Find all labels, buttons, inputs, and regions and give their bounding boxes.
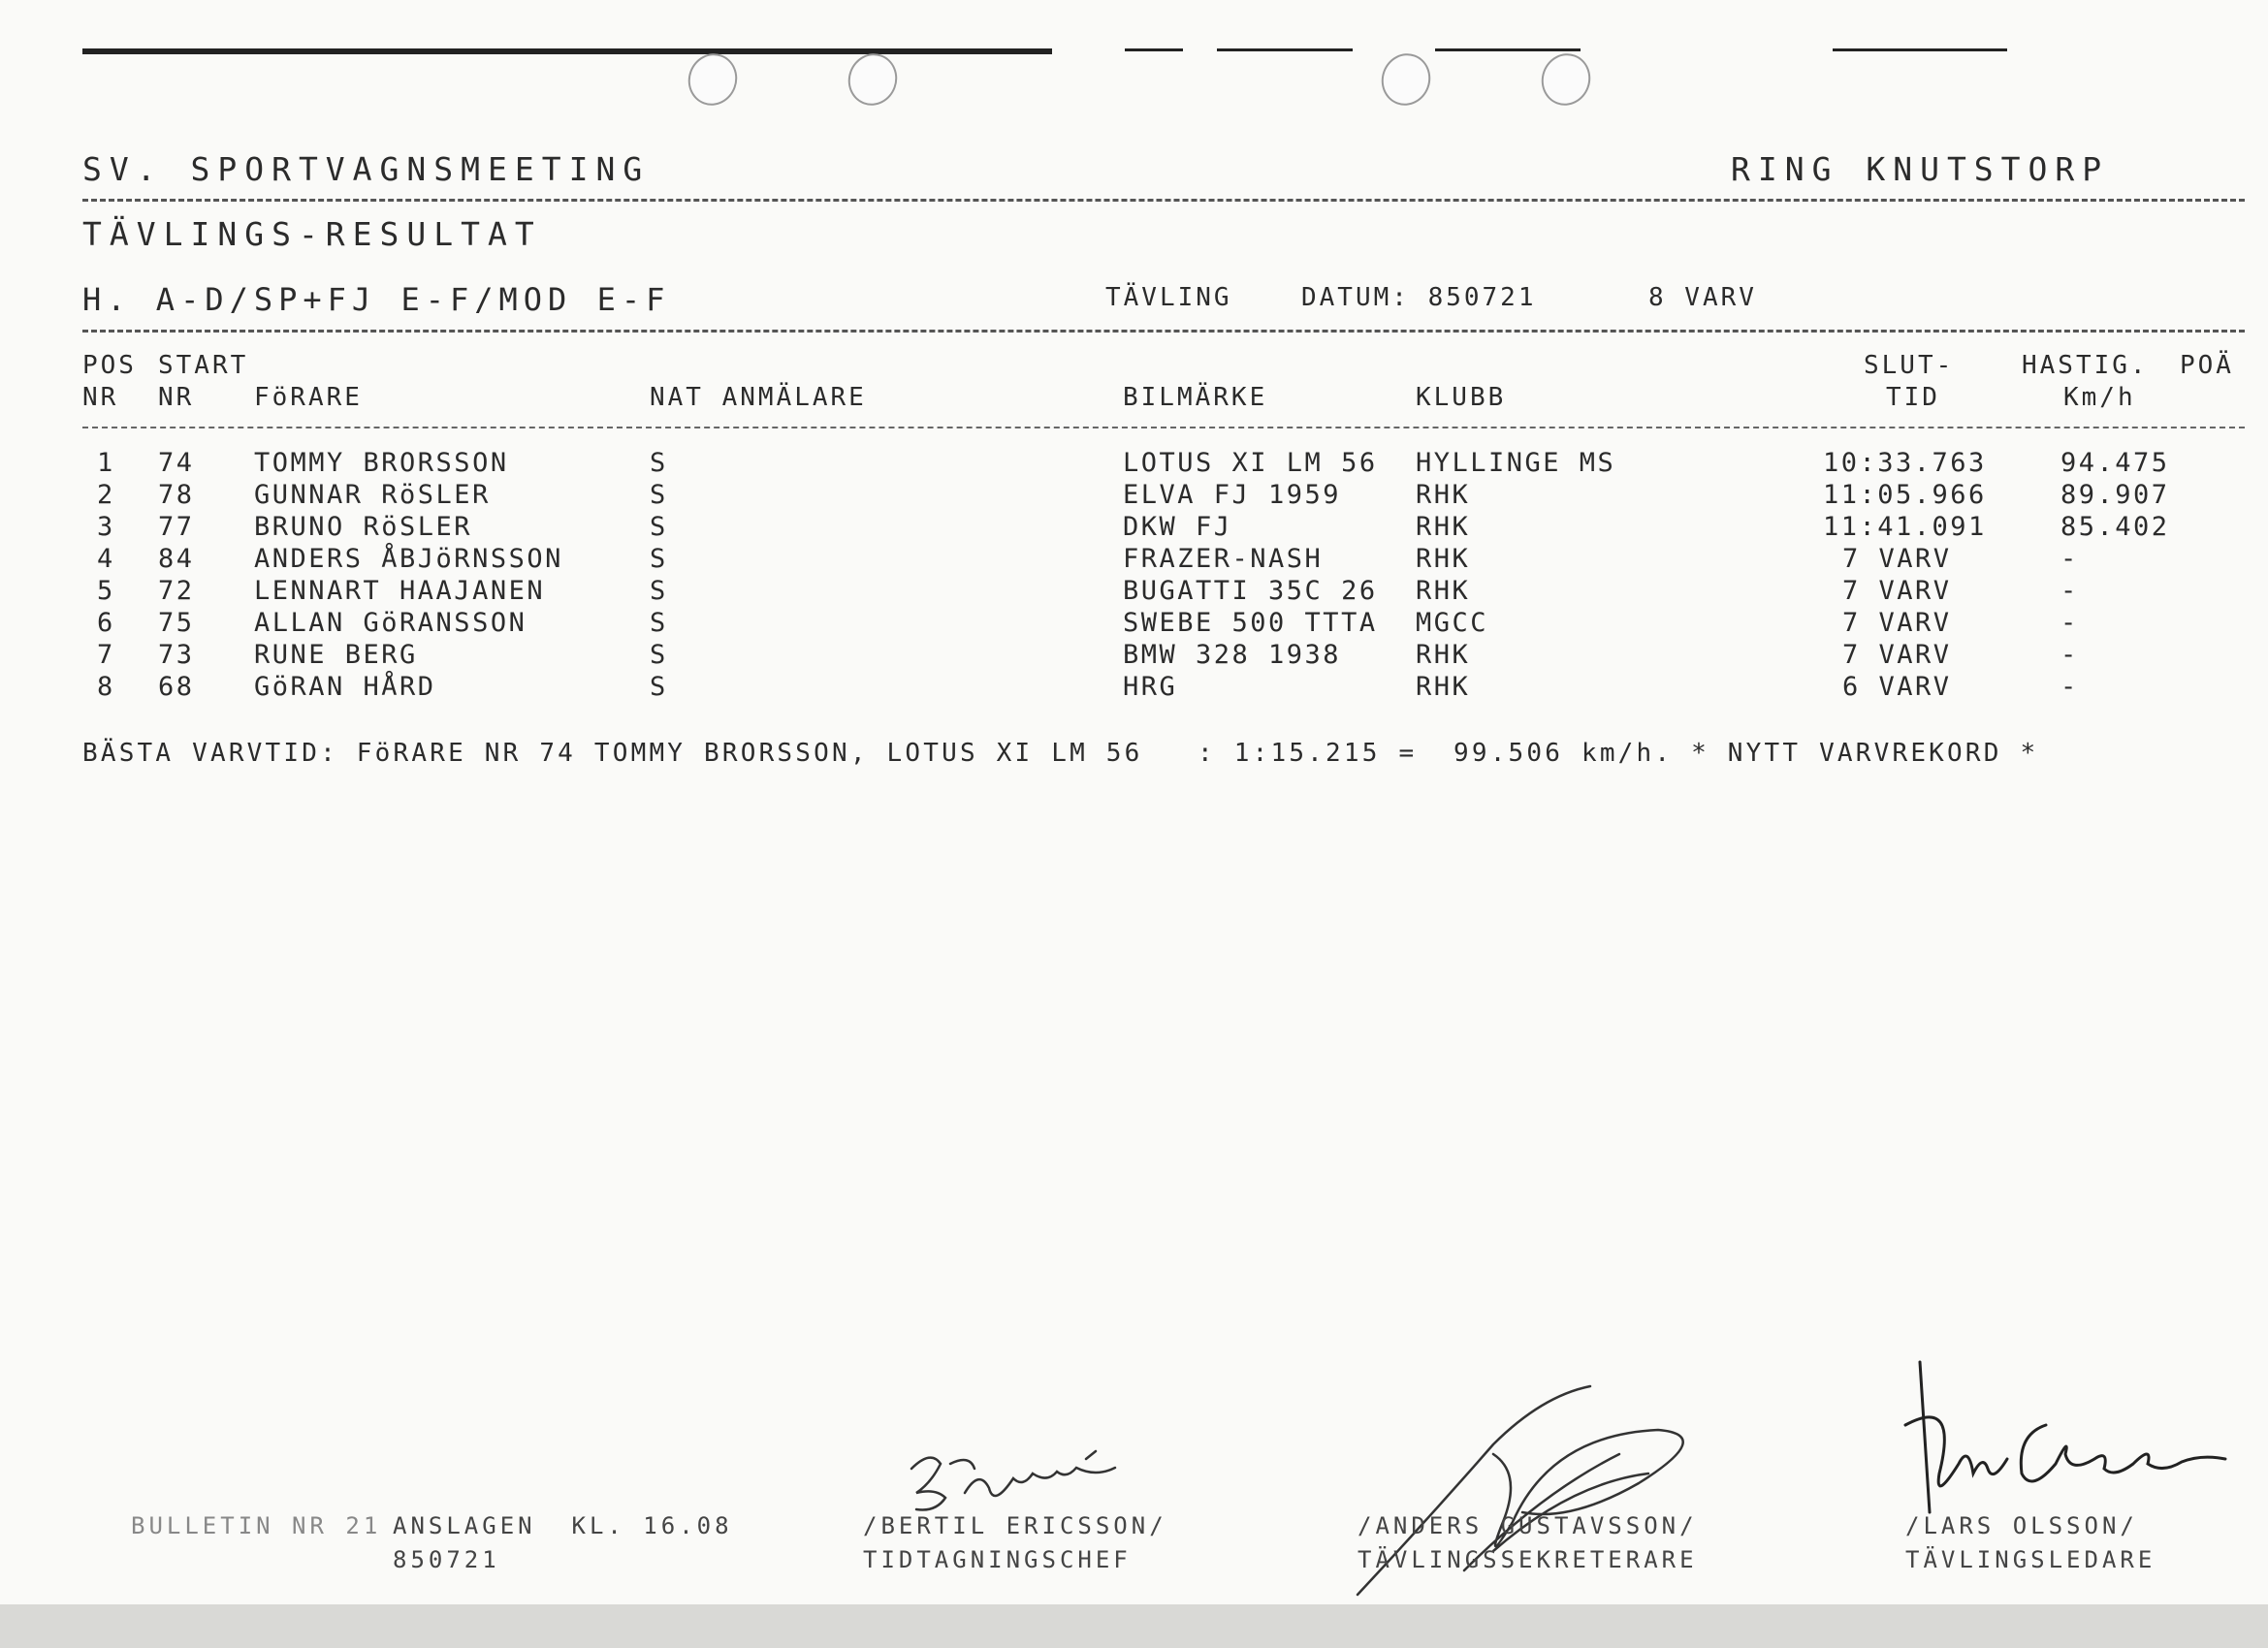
cell-start: 78	[158, 480, 195, 510]
cell-time: 11:05.966	[1823, 480, 1987, 510]
cell-driver: BRUNO RöSLER	[254, 512, 473, 542]
cell-pos: 7	[97, 640, 115, 670]
cell-speed: -	[2060, 544, 2079, 574]
cell-club: HYLLINGE MS	[1416, 448, 1616, 478]
cell-driver: ANDERS ÅBJöRNSSON	[254, 544, 563, 574]
cell-car: ELVA FJ 1959	[1123, 480, 1342, 510]
top-edge-line	[1217, 48, 1353, 51]
cell-driver: GöRAN HÅRD	[254, 672, 436, 702]
punch-hole	[841, 47, 904, 112]
col-pos-top: POS	[82, 351, 137, 380]
cell-pos: 2	[97, 480, 115, 510]
cell-speed: -	[2060, 608, 2079, 638]
top-edge-line	[82, 48, 1052, 54]
cell-speed: -	[2060, 672, 2079, 702]
top-edge-line	[1833, 48, 2007, 51]
cell-club: RHK	[1416, 480, 1471, 510]
cell-driver: LENNART HAAJANEN	[254, 576, 546, 606]
cell-time: 7 VARV	[1842, 544, 1952, 574]
cell-start: 73	[158, 640, 195, 670]
col-speed-bottom: Km/h	[2063, 383, 2136, 412]
cell-speed: 85.402	[2060, 512, 2170, 542]
cell-pos: 4	[97, 544, 115, 574]
punch-hole	[1374, 47, 1437, 112]
cell-nat: S	[650, 608, 668, 638]
cell-nat: S	[650, 576, 668, 606]
col-car: BILMÄRKE	[1123, 383, 1268, 412]
divider	[82, 427, 2245, 428]
col-club: KLUBB	[1416, 383, 1507, 412]
cell-car: SWEBE 500 TTTA	[1123, 608, 1378, 638]
document-title: TÄVLINGS-RESULTAT	[82, 215, 542, 253]
cell-club: RHK	[1416, 512, 1471, 542]
cell-nat: S	[650, 672, 668, 702]
cell-club: RHK	[1416, 544, 1471, 574]
cell-time: 11:41.091	[1823, 512, 1987, 542]
signature-lars-olsson	[1901, 1357, 2230, 1522]
cell-start: 68	[158, 672, 195, 702]
cell-start: 75	[158, 608, 195, 638]
event-title: SV. SPORTVAGNSMEETING	[82, 150, 651, 188]
cell-car: LOTUS XI LM 56	[1123, 448, 1378, 478]
col-speed-top: HASTIG.	[2022, 351, 2149, 380]
divider	[82, 199, 2245, 202]
cell-start: 84	[158, 544, 195, 574]
col-points: POÄ	[2180, 351, 2234, 380]
cell-car: BMW 328 1938	[1123, 640, 1342, 670]
cell-speed: -	[2060, 576, 2079, 606]
col-finish-bottom: TID	[1886, 383, 1940, 412]
track-name: RING KNUTSTORP	[1731, 150, 2110, 188]
punch-hole	[1534, 47, 1597, 112]
cell-club: RHK	[1416, 640, 1471, 670]
cell-speed: -	[2060, 640, 2079, 670]
race-label: TÄVLING	[1105, 283, 1232, 312]
cell-pos: 1	[97, 448, 115, 478]
cell-pos: 3	[97, 512, 115, 542]
cell-nat: S	[650, 480, 668, 510]
col-start-bottom: NR	[158, 383, 195, 412]
col-driver: FöRARE	[254, 383, 363, 412]
fastest-lap-note: BÄSTA VARVTID: FöRARE NR 74 TOMMY BRORSSON, LOTUS XI LM 56 : 1:15.215 = 99.506 km/h. * NYTT VARVREKORD *	[82, 739, 2039, 768]
cell-car: HRG	[1123, 672, 1178, 702]
cell-start: 74	[158, 448, 195, 478]
signature-bertil-ericsson	[892, 1440, 1193, 1517]
cell-driver: RUNE BERG	[254, 640, 418, 670]
scan-edge	[0, 1604, 2268, 1648]
cell-driver: ALLAN GöRANSSON	[254, 608, 527, 638]
signer-2-role: TÄVLINGSSEKRETERARE	[1358, 1546, 1698, 1573]
cell-nat: S	[650, 544, 668, 574]
col-finish-top: SLUT-	[1864, 351, 1955, 380]
top-edge-line	[1435, 48, 1581, 51]
cell-pos: 6	[97, 608, 115, 638]
cell-nat: S	[650, 512, 668, 542]
cell-start: 72	[158, 576, 195, 606]
cell-speed: 94.475	[2060, 448, 2170, 478]
cell-driver: GUNNAR RöSLER	[254, 480, 491, 510]
col-nat-entrant: NAT ANMÄLARE	[650, 383, 867, 412]
col-pos-bottom: NR	[82, 383, 119, 412]
signer-3-name: /LARS OLSSON/	[1905, 1512, 2138, 1539]
cell-time: 6 VARV	[1842, 672, 1952, 702]
cell-speed: 89.907	[2060, 480, 2170, 510]
signer-2-name: /ANDERS GUSTAVSSON/	[1358, 1512, 1698, 1539]
punch-hole	[681, 47, 744, 112]
cell-car: BUGATTI 35C 26	[1123, 576, 1378, 606]
race-laps: 8 VARV	[1648, 283, 1757, 312]
cell-club: MGCC	[1416, 608, 1489, 638]
posted-date: 850721	[393, 1546, 500, 1573]
cell-time: 7 VARV	[1842, 576, 1952, 606]
race-date: DATUM: 850721	[1301, 283, 1537, 312]
cell-nat: S	[650, 448, 668, 478]
signer-1-name: /BERTIL ERICSSON/	[863, 1512, 1167, 1539]
race-class: H. A-D/SP+FJ E-F/MOD E-F	[82, 281, 671, 318]
cell-club: RHK	[1416, 576, 1471, 606]
divider	[82, 330, 2245, 333]
cell-time: 7 VARV	[1842, 640, 1952, 670]
cell-time: 10:33.763	[1823, 448, 1987, 478]
cell-time: 7 VARV	[1842, 608, 1952, 638]
cell-nat: S	[650, 640, 668, 670]
bulletin-number: BULLETIN NR 21	[131, 1512, 382, 1539]
signer-1-role: TIDTAGNINGSCHEF	[863, 1546, 1132, 1573]
signer-3-role: TÄVLINGSLEDARE	[1905, 1546, 2156, 1573]
cell-car: DKW FJ	[1123, 512, 1232, 542]
cell-driver: TOMMY BRORSSON	[254, 448, 509, 478]
col-start-top: START	[158, 351, 249, 380]
cell-pos: 8	[97, 672, 115, 702]
cell-car: FRAZER-NASH	[1123, 544, 1324, 574]
cell-pos: 5	[97, 576, 115, 606]
top-edge-line	[1125, 48, 1183, 51]
cell-start: 77	[158, 512, 195, 542]
cell-club: RHK	[1416, 672, 1471, 702]
posted-time: ANSLAGEN KL. 16.08	[393, 1512, 733, 1539]
